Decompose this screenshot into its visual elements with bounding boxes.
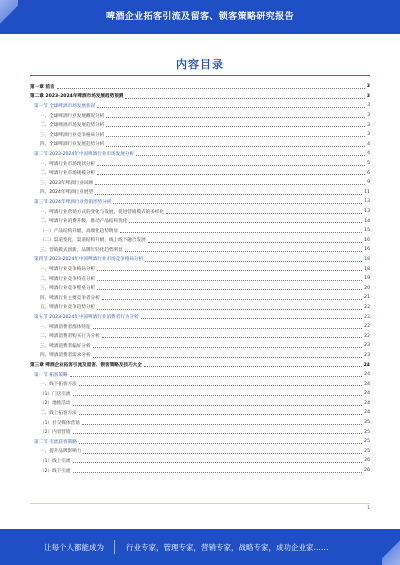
toc-leader-dots (57, 87, 365, 89)
toc-entry[interactable] (30, 226, 370, 236)
toc-entry-label: 三、2023年啤酒行业回顾 (40, 180, 94, 186)
toc-entry-page: 15 (364, 228, 370, 234)
toc-entry[interactable] (30, 120, 370, 130)
toc-entry[interactable] (30, 379, 370, 389)
toc-entry[interactable] (30, 447, 370, 457)
toc-entry[interactable] (30, 322, 370, 332)
toc-entry-page: 21 (364, 295, 370, 301)
toc-entry-page: 25 (364, 439, 370, 445)
toc-entry-page: 16 (364, 247, 370, 253)
toc-entry-label: 第四节 2023-2024年中国啤酒行业市场竞争格局分析 (34, 257, 144, 263)
toc-entry-page: 18 (364, 266, 370, 272)
toc-entry-label: 二、全球啤酒市场发展趋势分析 (40, 123, 105, 129)
toc-entry-page: 24 (364, 410, 370, 416)
toc-entry-page: 24 (364, 391, 370, 397)
toc-entry-label: 第三章 啤酒企业拓客引流及留客、锁客策略及技巧大全 (30, 363, 142, 369)
toc-entry[interactable] (30, 293, 370, 303)
toc-entry-label: （1）线上引流 (40, 458, 71, 464)
toc-entry-page: 4 (367, 151, 370, 157)
table-of-contents (30, 82, 370, 475)
toc-leader-dots (136, 154, 365, 156)
toc-entry-page: 13 (364, 199, 370, 205)
toc-entry-page: 22 (364, 324, 370, 330)
toc-entry-label: 三、营销模式创新，品牌年轻化趋势明显 (40, 247, 123, 253)
toc-entry-label: （2）线下引流 (40, 468, 71, 474)
toc-entry[interactable] (30, 312, 370, 322)
toc-leader-dots (106, 125, 365, 127)
toc-entry-label: 第一节 拓客策略 (34, 372, 68, 378)
toc-entry-page: 24 (363, 362, 370, 368)
toc-leader-dots (125, 250, 362, 252)
toc-leader-dots (102, 298, 362, 300)
toc-entry-page: 14 (364, 218, 370, 224)
toc-entry[interactable] (30, 188, 370, 198)
toc-entry[interactable] (30, 274, 370, 284)
toc-entry-page: 24 (364, 372, 370, 378)
toc-entry-page: 3 (367, 103, 370, 109)
toc-leader-dots (95, 183, 365, 185)
toc-entry[interactable] (30, 140, 370, 150)
toc-entry-label: （二）渠道变化，渠道结构升级，线上线下融合发展 (40, 238, 146, 244)
toc-leader-dots (97, 173, 365, 175)
toc-entry-label: （一）产品结构升级，高端化趋势明显 (40, 228, 119, 234)
page-number: 1 (367, 506, 370, 511)
toc-entry-label: 第二节 2023-2024年中国啤酒行业市场发展分析 (34, 151, 135, 157)
toc-entry-label: （2）地推活动 (40, 401, 71, 407)
toc-entry-page: 9 (367, 180, 370, 186)
toc-entry-label: 第二章 2023-2024年啤酒市场发展趋势预测 (30, 94, 124, 100)
toc-entry-label: 三、全球啤酒行业竞争格局分析 (40, 132, 105, 138)
toc-leader-dots (79, 442, 362, 444)
footer-slogan-left: 让每个人都能成为 (44, 543, 104, 552)
header-banner (0, 0, 400, 34)
toc-entry-label: 五、啤酒行业竞争趋势分析 (40, 305, 96, 311)
toc-leader-dots (97, 106, 365, 108)
toc-entry[interactable] (30, 351, 370, 361)
toc-leader-dots (125, 97, 364, 99)
toc-entry[interactable] (30, 408, 370, 418)
toc-entry-label: 二、啤酒行业竞争特点分析 (40, 276, 96, 282)
toc-entry[interactable] (30, 245, 370, 255)
toc-leader-dots (93, 356, 363, 358)
toc-entry[interactable] (30, 159, 370, 169)
toc-divider (30, 75, 370, 76)
toc-entry-page: 3 (367, 122, 370, 128)
toc-entry-page: 3 (366, 93, 370, 99)
toc-leader-dots (93, 346, 363, 348)
toc-entry-page: 22 (364, 314, 370, 320)
toc-leader-dots (106, 135, 365, 137)
toc-entry-label: 第一章 前言 (30, 84, 55, 90)
toc-leader-dots (106, 145, 365, 147)
toc-leader-dots (73, 394, 363, 396)
toc-entry-page: 18 (364, 256, 370, 262)
toc-entry[interactable] (30, 389, 370, 399)
toc-leader-dots (148, 241, 362, 243)
toc-entry-page: 20 (364, 285, 370, 291)
toc-leader-dots (95, 193, 362, 195)
toc-entry-page: 19 (364, 276, 370, 282)
toc-entry-label: 一、啤酒行业营销方式的变化与发展，促进营销模式的多样化 (40, 209, 165, 215)
toc-entry[interactable] (30, 236, 370, 246)
toc-entry[interactable] (30, 149, 370, 159)
toc-leader-dots (79, 384, 362, 386)
toc-entry-label: 四、啤酒消费者需求分析 (40, 353, 91, 359)
toc-leader-dots (73, 404, 363, 406)
footer-divider (114, 540, 115, 554)
toc-entry[interactable] (30, 456, 370, 466)
toc-entry-label: （1）门店引流 (40, 391, 71, 397)
toc-leader-dots (106, 116, 365, 118)
report-title: 啤酒企业拓客引流及留客、锁客策略研究报告 (105, 12, 294, 22)
toc-entry-label: 二、线上拓客方法 (40, 410, 77, 416)
toc-entry[interactable] (30, 418, 370, 428)
toc-leader-dots (70, 375, 363, 377)
toc-entry[interactable] (30, 178, 370, 188)
page-divider (30, 503, 370, 504)
toc-entry-label: （2）内容营销 (40, 430, 71, 436)
toc-entry-label: 一、啤酒行业市场现状分析 (40, 161, 96, 167)
toc-leader-dots (144, 365, 362, 367)
toc-entry-page: 3 (366, 84, 370, 90)
toc-entry-label: 一、啤酒行业竞争格局分析 (40, 267, 96, 273)
toc-entry-page: 25 (364, 429, 370, 435)
toc-entry[interactable] (30, 101, 370, 111)
toc-leader-dots (97, 164, 365, 166)
toc-entry-label: 二、啤酒消费者购买行为分析 (40, 334, 100, 340)
toc-leader-dots (83, 452, 362, 454)
toc-entry-page: 23 (364, 352, 370, 358)
toc-entry-label: 第五节 2023-2024年中国啤酒行业消费者行为分析 (34, 315, 139, 321)
toc-entry-page: 24 (364, 400, 370, 406)
toc-entry-label: 二、啤酒行业市场规模分析 (40, 171, 96, 177)
toc-entry[interactable] (30, 331, 370, 341)
toc-entry-page: 26 (364, 458, 370, 464)
toc-entry-label: 二、啤酒行业消费升级，推动产品结构优化 (40, 219, 128, 225)
toc-entry-label: 第三节 2024年啤酒行业营销形势分析 (34, 199, 112, 205)
toc-entry[interactable] (30, 130, 370, 140)
toc-entry-page: 23 (364, 343, 370, 349)
toc-entry[interactable] (30, 341, 370, 351)
toc-entry-page: 16 (364, 237, 370, 243)
toc-entry[interactable] (30, 360, 370, 370)
toc-entry-label: 四、2024年啤酒行业展望 (40, 190, 94, 196)
toc-leader-dots (82, 423, 362, 425)
toc-entry-page: 13 (364, 209, 370, 215)
toc-leader-dots (93, 327, 363, 329)
toc-entry-page: 26 (364, 468, 370, 474)
toc-entry-label: 三、啤酒行业竞争壁垒分析 (40, 286, 96, 292)
toc-entry[interactable] (30, 370, 370, 380)
toc-entry-label: 一、提升品牌影响力 (40, 449, 82, 455)
toc-entry-page: 22 (364, 304, 370, 310)
toc-entry-page: 22 (364, 333, 370, 339)
toc-entry[interactable] (30, 197, 370, 207)
toc-leader-dots (97, 269, 362, 271)
toc-entry[interactable] (30, 111, 370, 121)
toc-entry-page: 24 (364, 381, 370, 387)
toc-entry-page: 25 (364, 448, 370, 454)
toc-entry[interactable] (30, 437, 370, 447)
toc-leader-dots (97, 288, 362, 290)
toc-entry[interactable] (30, 82, 370, 92)
toc-leader-dots (113, 202, 362, 204)
toc-entry-label: （1）社交媒体营销 (40, 420, 80, 426)
toc-entry[interactable] (30, 399, 370, 409)
toc-entry[interactable] (30, 207, 370, 217)
toc-leader-dots (129, 221, 362, 223)
toc-leader-dots (79, 413, 362, 415)
toc-entry-page: 4 (367, 141, 370, 147)
toc-leader-dots (97, 279, 362, 281)
toc-entry[interactable] (30, 168, 370, 178)
toc-entry-page: 25 (364, 420, 370, 426)
toc-leader-dots (73, 432, 363, 434)
toc-leader-dots (145, 260, 362, 262)
toc-entry-label: 第一节 全球啤酒市场发展状况 (34, 103, 96, 109)
toc-entry-page: 11 (364, 189, 370, 195)
toc-entry[interactable] (30, 255, 370, 265)
toc-entry-label: 一、啤酒消费者群体特征 (40, 324, 91, 330)
toc-entry-label: 第二节 引流获客策略 (34, 439, 77, 445)
toc-entry-label: 四、全球啤酒行业发展趋势分析 (40, 142, 105, 148)
toc-entry-page: 5 (367, 161, 370, 167)
toc-entry-label: 一、全球啤酒行业发展概况分析 (40, 113, 105, 119)
toc-entry-label: 一、线下拓客方法 (40, 382, 77, 388)
toc-leader-dots (141, 317, 363, 319)
toc-entry[interactable] (30, 264, 370, 274)
toc-leader-dots (73, 461, 363, 463)
toc-entry-page: 3 (367, 113, 370, 119)
toc-leader-dots (97, 308, 362, 310)
toc-leader-dots (120, 231, 362, 233)
footer-slogan-right: 行业专家，管理专家，营销专家，战略专家，成功企业家…… (126, 543, 329, 552)
toc-leader-dots (166, 212, 362, 214)
corner-decoration (382, 529, 400, 565)
toc-leader-dots (102, 336, 362, 338)
toc-entry[interactable] (30, 466, 370, 476)
toc-entry-page: 6 (367, 170, 370, 176)
toc-entry-label: 三、啤酒消费者偏好分析 (40, 343, 91, 349)
toc-entry[interactable] (30, 216, 370, 226)
toc-entry[interactable] (30, 427, 370, 437)
toc-entry[interactable] (30, 303, 370, 313)
toc-entry[interactable] (30, 283, 370, 293)
toc-entry-page: 3 (367, 132, 370, 138)
toc-heading: 内容目录 (176, 58, 224, 71)
toc-leader-dots (73, 471, 363, 473)
toc-entry[interactable] (30, 92, 370, 102)
footer-banner (0, 529, 400, 565)
toc-entry-label: 四、啤酒行业主要竞争者分析 (40, 295, 100, 301)
